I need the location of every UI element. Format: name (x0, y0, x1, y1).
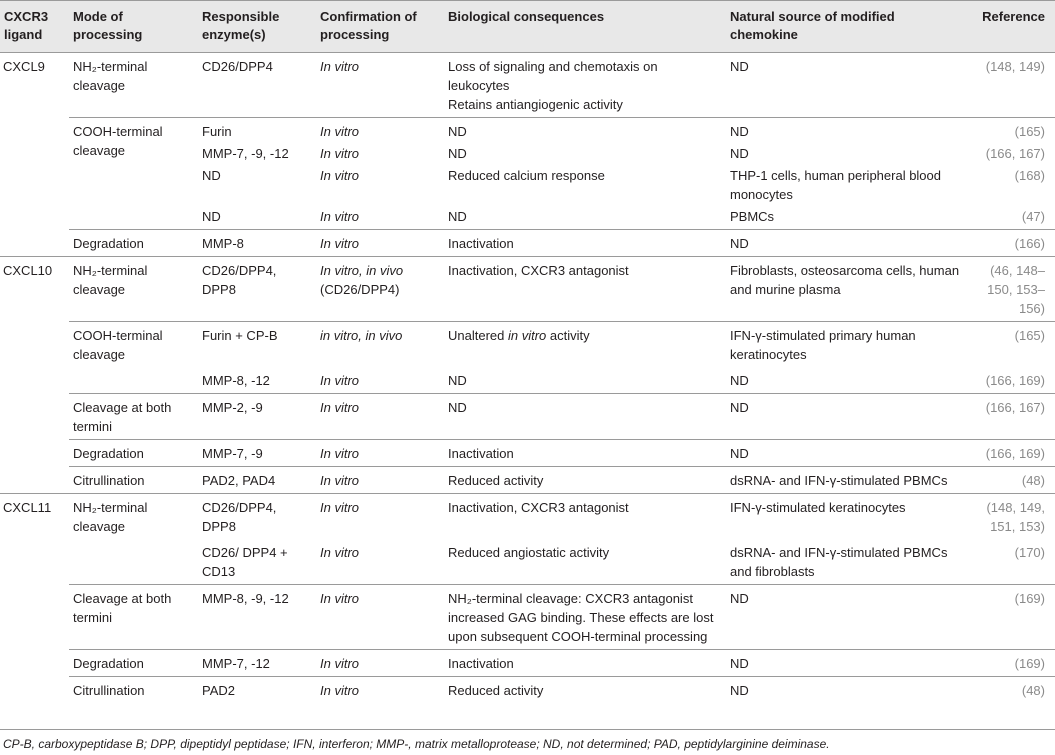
table-row (0, 440, 1055, 467)
enzyme-cell: ND (202, 168, 221, 183)
source-cell: IFN-γ-stimulated keratinocytes (726, 494, 967, 540)
ligand-cell: CXCL11 (0, 494, 69, 704)
reference-cell: (165) (967, 118, 1055, 145)
biological-cell (444, 53, 726, 118)
biological-cell: Inactivation (444, 440, 726, 467)
biological-cell: Reduced angiostatic activity (448, 545, 610, 560)
mode-cell: Citrullination (69, 677, 198, 704)
enzyme-cell: ND (202, 209, 221, 224)
header-reference: Reference (967, 1, 1055, 53)
biological-cell: ND (444, 394, 726, 440)
mode-cell: Degradation (69, 650, 198, 677)
reference-cell: (168) (1014, 168, 1045, 183)
source-cell: ND (726, 118, 967, 145)
biological-cell: Inactivation (444, 230, 726, 257)
header-source: Natural source of modified chemokine (726, 1, 967, 53)
mode-cell: NH₂-terminal cleavage (69, 53, 198, 118)
enzyme-cell: Furin + CP-B (198, 322, 316, 368)
source-cell: ND (726, 53, 967, 118)
enzyme-cell: MMP-7, -12 (198, 650, 316, 677)
table-row (0, 322, 1055, 368)
confirmation-cell: In vitro (320, 209, 360, 224)
confirmation-cell: In vitro (316, 118, 444, 145)
reference-cell: (166, 169) (985, 373, 1045, 388)
source-cell: ND (730, 373, 749, 388)
confirmation-cell: In vitro (320, 373, 360, 388)
enzyme-cell: MMP-7, -9 (198, 440, 316, 467)
header-enzyme: Responsible enzyme(s) (198, 1, 316, 53)
source-cell: Fibroblasts, osteosarcoma cells, human and murine plasma (726, 257, 967, 322)
biological-line: Loss of signaling and chemotaxis on leukocytes (448, 59, 658, 93)
source-cell: dsRNA- and IFN-γ-stimulated PBMCs and fibroblasts (730, 545, 948, 579)
mode-cell: Cleavage at both termini (69, 394, 198, 440)
bottom-rule (0, 729, 1055, 730)
reference-cell: (170) (1014, 545, 1045, 560)
reference-cell: (166, 167) (985, 146, 1045, 161)
confirmation-note: (CD26/DPP4) (320, 282, 400, 297)
reference-cell: (148, 149, 151, 153) (967, 494, 1055, 540)
confirmation-cell: In vitro (316, 677, 444, 704)
reference-cell: (166, 167) (967, 394, 1055, 440)
biological-italic: in vitro (507, 328, 547, 343)
source-cell: dsRNA- and IFN-γ-stimulated PBMCs (726, 467, 967, 494)
biological-cell: ND (448, 209, 467, 224)
biological-cell: ND (444, 118, 726, 145)
table-row (0, 585, 1055, 650)
enzyme-cell: CD26/ DPP4 + CD13 (202, 545, 288, 579)
enzyme-cell: CD26/DPP4 (198, 53, 316, 118)
biological-text: Unaltered (448, 328, 508, 343)
enzyme-cell: PAD2 (198, 677, 316, 704)
header-ligand: CXCR3 ligand (0, 1, 69, 53)
confirmation-cell: In vitro (316, 440, 444, 467)
confirmation-cell: In vitro (320, 545, 360, 560)
biological-cell: ND (448, 146, 467, 161)
biological-cell (444, 322, 726, 368)
header-mode: Mode of processing (69, 1, 198, 53)
confirmation-cell: In vitro (316, 494, 444, 540)
ligand-cell: CXCL10 (0, 257, 69, 494)
table-row (0, 650, 1055, 677)
enzyme-cell: MMP-8, -9, -12 (198, 585, 316, 650)
confirmation-cell: In vitro (320, 146, 360, 161)
reference-cell: (48) (967, 467, 1055, 494)
table-row (0, 494, 1055, 540)
table-row (0, 394, 1055, 440)
header-confirmation: Confirmation of processing (316, 1, 444, 53)
reference-cell: (166, 169) (967, 440, 1055, 467)
reference-cell: (169) (967, 650, 1055, 677)
enzyme-cell: PAD2, PAD4 (198, 467, 316, 494)
source-cell: ND (726, 230, 967, 257)
reference-cell: (46, 148–150, 153–156) (967, 257, 1055, 322)
table-row (0, 257, 1055, 322)
reference-cell: (47) (1021, 209, 1045, 224)
biological-cell: Reduced activity (444, 467, 726, 494)
source-cell: ND (726, 440, 967, 467)
table-row (0, 118, 1055, 145)
confirmation-cell: In vitro (316, 585, 444, 650)
confirmation-cell: In vitro (316, 650, 444, 677)
mode-cell: Degradation (69, 440, 198, 467)
reference-cell: (148, 149) (967, 53, 1055, 118)
source-cell: ND (726, 650, 967, 677)
confirmation-cell: In vitro (320, 168, 360, 183)
enzyme-cell: Furin (198, 118, 316, 145)
biological-cell: Inactivation, CXCR3 antagonist (444, 257, 726, 322)
source-cell: THP-1 cells, human peripheral blood monocytes (730, 168, 941, 202)
confirmation-cell: In vitro (316, 467, 444, 494)
mode-cell: Cleavage at both termini (69, 585, 198, 650)
biological-cell: Inactivation (444, 650, 726, 677)
header-biological: Biological consequences (444, 1, 726, 53)
confirmation-cell: In vitro (316, 230, 444, 257)
mode-cell: COOH-terminal cleavage (69, 322, 198, 394)
reference-cell: (169) (967, 585, 1055, 650)
confirmation-cell: In vitro (316, 394, 444, 440)
confirmation-cell: In vitro (316, 53, 444, 118)
biological-cell: NH₂-terminal cleavage: CXCR3 antagonist increased GAG binding. These effects are lost upon subsequent COOH-terminal processing (444, 585, 726, 650)
table-row (0, 53, 1055, 118)
biological-cell: Inactivation, CXCR3 antagonist (444, 494, 726, 540)
biological-line: Retains antiangiogenic activity (448, 97, 623, 112)
enzyme-cell: CD26/DPP4, DPP8 (198, 257, 316, 322)
reference-cell: (48) (967, 677, 1055, 704)
header-row (0, 1, 1055, 53)
mode-cell: NH₂-terminal cleavage (69, 257, 198, 322)
mode-cell: Degradation (69, 230, 198, 257)
mode-cell: COOH-terminal cleavage (69, 118, 198, 230)
source-cell: PBMCs (730, 209, 775, 224)
enzyme-cell: MMP-7, -9, -12 (202, 146, 289, 161)
biological-cell: Reduced activity (444, 677, 726, 704)
biological-text: activity (546, 328, 590, 343)
enzyme-cell: MMP-8 (198, 230, 316, 257)
footnote: CP-B, carboxypeptidase B; DPP, dipeptidyl peptidase; IFN, interferon; MMP-, matrix metalloprotease; ND, not determined; PAD, peptidylarginine deiminase. (3, 737, 830, 751)
mode-cell: Citrullination (69, 467, 198, 494)
reference-cell: (166) (967, 230, 1055, 257)
biological-cell: ND (448, 373, 467, 388)
table-row (0, 677, 1055, 704)
enzyme-cell: MMP-8, -12 (202, 373, 270, 388)
source-cell: ND (730, 146, 749, 161)
source-cell: ND (726, 677, 967, 704)
source-cell: ND (726, 394, 967, 440)
ligand-cell: CXCL9 (0, 53, 69, 257)
biological-cell: Reduced calcium response (448, 168, 605, 183)
confirmation-cell (316, 257, 444, 322)
table-row (0, 467, 1055, 494)
confirmation-cell: in vitro, in vivo (316, 322, 444, 368)
reference-cell: (165) (967, 322, 1055, 368)
enzyme-cell: CD26/DPP4, DPP8 (198, 494, 316, 540)
confirmation-italic: In vitro, in vivo (320, 263, 404, 278)
enzyme-cell: MMP-2, -9 (198, 394, 316, 440)
source-cell: ND (726, 585, 967, 650)
mode-cell: NH₂-terminal cleavage (69, 494, 198, 585)
source-cell: IFN-γ-stimulated primary human keratinocytes (726, 322, 967, 368)
table-row (0, 230, 1055, 257)
